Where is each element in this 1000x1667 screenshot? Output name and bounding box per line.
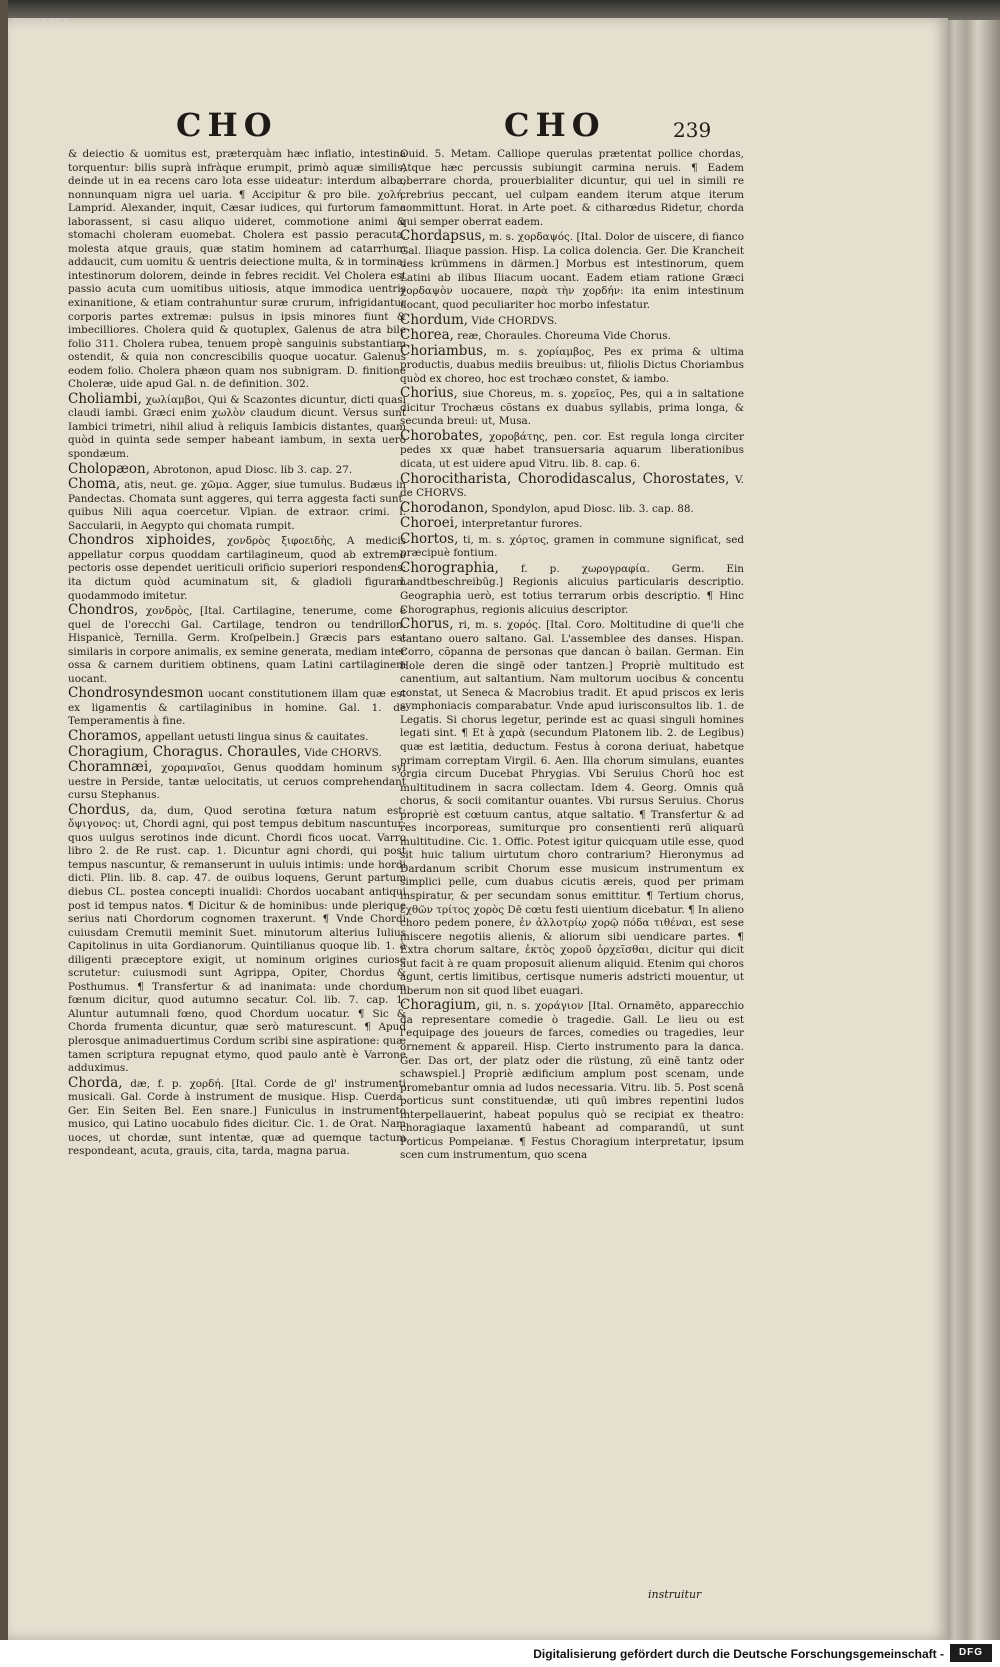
entry-headword: Choramos, (68, 727, 142, 744)
dictionary-entry (400, 342, 744, 387)
dictionary-entry (400, 618, 744, 998)
dictionary-entry (400, 999, 744, 1163)
entry-headword: Chorda, (68, 1074, 123, 1091)
dictionary-entry (400, 387, 744, 429)
dictionary-entry (400, 427, 744, 472)
entry-headword: Choramnæi, (68, 759, 153, 776)
dictionary-entry (68, 801, 406, 1076)
dictionary-entry (68, 390, 407, 462)
scan-page-code: 00001050 (12, 16, 70, 30)
entry-text: f. p. χωρογραφία. Germ. Ein Landtbeschreibūg.] Regionis alicuius particularis descriptio. Geographia uerò, est totius terrarum orbis descriptio. ¶ Hinc Chorographus, regionis alicuius descriptor. (400, 562, 744, 616)
entry-text: χωλίαμβοι, Qui & Scazontes dicuntur, dicti quasi claudi iambi. Græci enim χωλὸν claudum dicunt. Versus sunt Iambici trimetri, nihil aliud à reliquis Iambicis distantes, quam quòd in quinta sede semper habeant iambum, in sexta uerò spondæum. (68, 393, 407, 461)
dictionary-entry (400, 329, 744, 344)
entry-headword: Chorographia, (400, 559, 499, 576)
entry-headword: Choliambi, (68, 390, 142, 407)
dictionary-entry (68, 534, 406, 603)
entry-headword: Chorus, (400, 616, 454, 633)
footer-credit: Digitalisierung gefördert durch die Deutsche Forschungsgemeinschaft - (533, 1647, 944, 1661)
entry-text: χονδρὸς ξιφοειδὴς, A medicis appellatur corpus quoddam cartilagineum, quod ab extremo pectoris osse dependet ueriticuli orificio superiori respondens: ita dictum quòd acuminatum sit, & gladioli figuram quodammodo imitetur. (68, 535, 406, 602)
entry-headword: Chorocitharista, Chorodidascalus, Chorostates, (400, 470, 730, 487)
running-head-left: CHO (176, 106, 278, 144)
page-stack-edge (944, 20, 1000, 1640)
right-column (400, 148, 744, 1163)
entry-text: Vide CHORVS. (304, 746, 382, 759)
entry-headword: Choragium, (400, 997, 481, 1014)
dictionary-entry (68, 148, 406, 392)
dictionary-entry (400, 559, 744, 617)
book-page (8, 18, 948, 1640)
entry-text: Vide CHORDVS. (471, 314, 558, 327)
entry-headword: Chortos, (400, 530, 459, 547)
dictionary-entry (68, 761, 406, 803)
entry-headword: Chordapsus, (400, 228, 486, 245)
entry-text: ri, m. s. χορός. [Ital. Coro. Moltitudine di que'li che cantano ouero saltano. Gal. L'assemblee des danses. Hispan. Corro, cõpanna de personas que dancan ò bailan. German. Ein Hole deren die singē oder tantzen.] Propriè multitudo est canentium, aut saltantium. Nam multorum uocibus & concentu constat, ut Seneca & Macrobius tradit. Et apud priscos ex leris symphoniacis comparabatur. Vnde apud iurisconsultos lib. 1. de Legatis. Si chorus legetur, perinde est ac quasi singuli homines legati sint. ¶ Et à χαρὰ (secundum Platonem lib. 2. de Legibus) quæ est lætitia, deductum. Festus à corona deriuat, habetque primam correptam Virgil. 6. Aen. Illa chorum simulans, euantes orgia circum Ducebat Phrygias. Vbi Seruius Chorū hoc est multitudinem in sacra collectam. Idem 4. Georg. Omnis quā chorus, & socii comitantur ouantes. Vbi rursus Seruius. Chorus propriè est cœtuum cantus, atque saltatio. ¶ Transfertur & ad res incorporeas, sumiturque pro consentienti rerū aliquarū multitudine. Cic. 1. Offic. Potest igitur quicquam utile esse, quod sit huic talium uirtutum choro contrarium? Hieronymus ad Dardanum scribit Chorum esse musicum instrumentum ex simplici pelle, cum duabus cicutis æreis, quod per primam inspiratur, & per secundam sonus emittitur. ¶ Tertium chorus, ἐχθῶν τρίτος χορὸς Dē cœtu festi uientium dicebatur. ¶ In alieno choro pedem ponere, ἐν ἀλλοτρίῳ χορῷ πόδα τιθέναι, est sese miscere negotiis alienis, & aliorum sibi uendicare partes. ¶ Extra chorum saltare, ἐκτὸς χοροῦ ὀρχεῖσθαι, dicitur qui dicit aut facit à re quam proposuit alienum aliquid. Etenim qui choros agunt, certis limitibus, certisque numeris adstricti mouentur, ut liberum non sit quod libet euagari. (400, 619, 744, 997)
dictionary-entry (68, 1074, 406, 1159)
entry-text: Ouid. 5. Metam. Calliope querulas prætentat pollice chordas, Atque hæc percussis subiungit carmina neruis. ¶ Eadem oberrare chorda, prouerbialiter dicuntur, qui uel in simili re crebrius peccant, uel culpam eandem iterum atque iterum committunt. Horat. in Arte poet. & citharœdus Ridetur, chorda qui semper oberrat eadem. (400, 148, 744, 228)
left-column (68, 148, 406, 1159)
entry-text: atis, neut. ge. χῶμα. Agger, siue tumulus. Budæus in Pandectas. Chomata sunt aggeres, qui terra aggesta facti sunt, quibus Nili aqua coercetur. Vlpian. de extraor. crimi. l. Saccularii, in Aegypto qui chomata rumpit. (68, 479, 406, 532)
digitization-footer (0, 1640, 1000, 1667)
entry-text: gii, n. s. χοράγιον [Ital. Ornamēto, apparecchio da representare comedie ò tragedie. Gall. Le lieu ou est l'equipage des joueurs de farces, comedies ou tragedies, leur ornement & appareil. Hisp. Cierto instrumento para la danca. Ger. Das ort, der platz oder die rüstung, zū einē tantz oder schawspiel.] Propriè ædificium amplum post scenam, unde promebantur omnia ad ludos necessaria. Vitru. lib. 5. Post scenā porticus sunt constituendæ, uti quū imbres repentini ludos interpellauerint, habeat populus quò se recipiat ex theatro: choragiaque laxamentū habeant ad comparandū, ut sunt Porticus Pompeianæ. ¶ Festus Choragium interpretatur, ipsum scen cum instrumentum, quo scena (400, 1000, 744, 1162)
entry-headword: Choragium, Choragus. Choraules, (68, 743, 302, 760)
entry-text: ti, m. s. χόρτος, gramen in commune significat, sed præcipuè fontium. (400, 533, 744, 560)
running-head-right: CHO (504, 106, 606, 144)
dictionary-entry (68, 460, 406, 478)
entry-text: V. de CHORVS. (400, 473, 744, 500)
catchword: instruitur (648, 1588, 702, 1601)
entry-text: Spondylon, apud Diosc. lib. 3. cap. 88. (491, 502, 694, 515)
entry-text: χοροβάτης, pen. cor. Est regula longa circiter pedes xx quæ habet transuersaria aquarum liberationibus dicata, ut est uidere apud Vitru. lib. 8. cap. 6. (400, 430, 744, 471)
page-number: 239 (673, 118, 712, 142)
dictionary-entry (68, 687, 406, 729)
book-edge-top (8, 0, 1000, 20)
entry-text: appellant uetusti lingua sinus & cauitates. (145, 730, 369, 743)
entry-headword: Choriambus, (400, 342, 488, 359)
entry-text: da, dum, Quod serotina fœtura natum est: ὄψιγονος: ut, Chordi agni, qui post tempus debitum nascuntur: quos uulgus serotinos inde dicunt. Chordi ficos uocat. Varro libro 2. de Re rust. cap. 1. Dicuntur agni chordi, qui post tempus nascuntur, & remanserunt in uuluis intimis: unde hordi dicti. Plin. lib. 8. cap. 47. de ouibus loquens, Gerunt partum diebus CL. postea concepti inualidi: Chordos uocabant antiqui post id tempus natos. ¶ Dicitur & de hominibus: unde plerique serius nati Chordorum cognomen traxerunt. ¶ Vnde Chordi cuiusdam Cremutii meminit Suet. minutorum alterius Iulius Capitolinus in uita Gordianorum. Quintilianus quoque lib. 1. à diligenti præceptore exigit, ut nominum origines curiose scrutetur: cuiusmodi sunt Agrippa, Opiter, Chordus & Posthumus. ¶ Transfertur & ad inanimata: unde chordum fœnum dicitur, quod autumno secatur. Col. lib. 7. cap. 1. Aluntur autumnali fœno, quod Chordum uocatur. ¶ Sic & Chorda frumenta dicuntur, quæ serò maturescunt. ¶ Apud plerosque animaduertimus Cordum scribi sine aspiratione: quæ tamen scriptura repugnat etymo, quod paulo antè è Varrone adduximus. (68, 804, 406, 1075)
entry-text: Abrotonon, apud Diosc. lib 3. cap. 27. (153, 463, 353, 476)
entry-headword: Chondrosyndesmon (68, 685, 204, 702)
entry-text: interpretantur furores. (461, 518, 583, 531)
dictionary-entry (400, 499, 744, 517)
dictionary-entry (400, 470, 744, 501)
entry-headword: Chondros, (68, 602, 139, 619)
dictionary-entry (68, 727, 406, 745)
entry-headword: Chorius, (400, 385, 458, 402)
entry-text: m. s. χορίαμβος, Pes ex prima & ultima productis, duabus mediis breuibus: ut, filiolis Dictus Choriambus quòd ex choreo, hoc est trochæo constet, & iambo. (400, 345, 744, 385)
entry-text: m. s. χορδαψός. [Ital. Dolor de uiscere, di fianco Gal. Iliaque passion. Hisp. La colica dolencia. Ger. Die Krancheit dess krümmens in därmen.] Morbus est intestinorum, quem Latini ab ilibus Iliacum uocant. Eadem etiam ratione Græci χορδαψὸν uocauere, παρὰ τὴν χορδήν: ita enim intestinum uocant, quod peculiariter hoc morbo infestatur. (400, 231, 744, 312)
entry-text: reæ, Choraules. Choreuma Vide Chorus. (457, 330, 671, 343)
entry-text: siue Choreus, m. s. χορεῖος, Pes, qui a in saltatione dicitur Trochæus cõstans ex duabus syllabis, prima longa, & secunda breui: ut, Musa. (400, 388, 744, 428)
dictionary-entry (68, 604, 406, 686)
entry-headword: Cholopæon, (68, 460, 151, 477)
dictionary-entry (400, 530, 744, 561)
entry-text: uocant constitutionem illam quæ est ex ligamentis & cartilaginibus in homine. Gal. 1. de Temperamentis à fine. (68, 688, 406, 728)
entry-headword: Chorea, (400, 327, 454, 344)
entry-text: χονδρὸς, [Ital. Cartilagine, tenerume, come è quel de l'orecchi Gal. Cartilage, tendron ou tendrillon. Hispanicè, Ternilla. Germ. Kroſpelbein.] Græcis pars est similaris in corpore animalis, ex semine generata, mediam inter ossa & carnem duritiem obtinens, quam Latini cartilaginem uocant. (68, 605, 406, 685)
dictionary-entry (400, 148, 744, 229)
entry-headword: Choroei, (400, 515, 459, 532)
dfg-logo: DFG (950, 1644, 992, 1662)
dictionary-entry (68, 743, 406, 761)
entry-text: & deiectio & uomitus est, præterquàm hæc inflatio, intestina torquentur: bilis suprà infràque erumpit, primò aquæ similis, deinde ut in ea recens caro lota esse uideatur: interdum alba, nonnunquam nigra uel uaria. ¶ Accipitur & pro bile. χολή. Lamprid. Alexander, inquit, Cæsar iudices, qui furtorum fama laborassent, si casu aliquo uideret, commotione animi & stomachi choleram euomebat. Cholera est passio peracuta, molesta atque grauis, quæ statim hominem ad catarrhum addaucit, cum uomitu & uentris deiectione multa, & in tormina, intestinorum dolorem, deinde in febres recidit. Vel Cholera est passio acuta cum uomitibus uitiosis, atque immodica uentris exinanitione, & etiam contrahuntur suræ crurum, infrigidantur corporis partes extremæ: pulsus in ipsis minores fiunt & imbecilliores. Cholera quid & quotuplex, Galenus de atra bile folio 311. Cholera rubea, tenuem propè sanguinis substantiam ostendit, & quia non concrescibilis quoque uocatur. Galenus eodem folio. Cholera phæon quam nos subnigram. D. finitione Choleræ, uide apud Gal. n. de definition. 302. (68, 148, 406, 391)
entry-headword: Chorobates, (400, 427, 484, 444)
entry-text: χοραμναῖοι, Genus quoddam hominum syl uestre in Perside, tantæ uelocitatis, ut ceruos comprehendant cursu Stephanus. (68, 762, 406, 802)
dictionary-entry (400, 311, 744, 329)
entry-headword: Chordum, (400, 311, 469, 328)
entry-headword: Chondros xiphoides, (68, 532, 216, 549)
entry-headword: Chordus, (68, 801, 131, 818)
dictionary-entry (400, 517, 744, 532)
entry-headword: Chorodanon, (400, 499, 489, 516)
book-edge-left (0, 0, 8, 1667)
entry-text: dæ, f. p. χορδή. [Ital. Corde de gl' instrumenti musicali. Gal. Corde à instrument de musique. Hisp. Cuerda. Ger. Ein Seiten Bel. Een snare.] Funiculus in instrumento musico, qui Latino uocabulo fides dicitur. Cic. 1. de Orat. Nam uoces, ut chordæ, sunt intentæ, quæ ad quemque tactum respondeant, acuta, grauis, cita, tarda, magna parua. (68, 1077, 406, 1158)
dictionary-entry (400, 230, 744, 312)
entry-headword: Choma, (68, 476, 121, 493)
dictionary-entry (68, 478, 406, 533)
